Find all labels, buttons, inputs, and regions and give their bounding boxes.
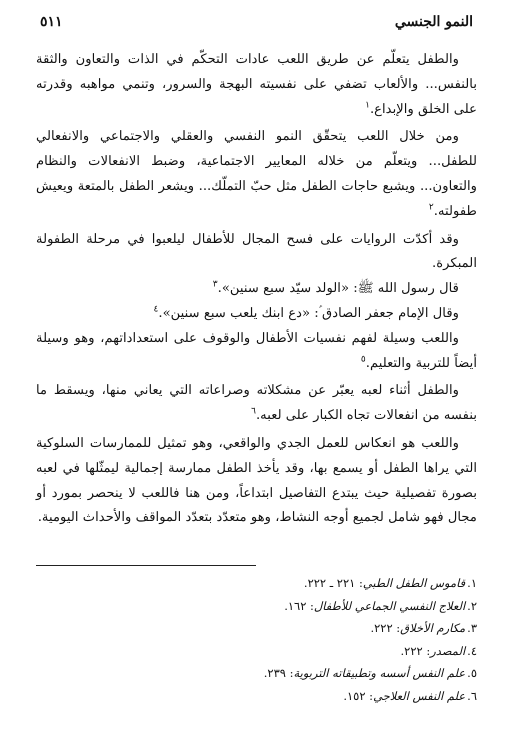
paragraph: واللعب وسيلة لفهم نفسيات الأطفال والوقوف على استعداداتهم، وهو وسيلة أيضاً للتربية والتعليم.$^٥$: [36, 330, 477, 371]
page-header: [40, 14, 473, 36]
quote-line: وقال الإمام جعفر الصادق ؑ: «دع ابنك يلعب سبع سنين».$^٤$: [153, 304, 459, 321]
paragraph: والطفل أثناء لعبه يعبّر عن مشكلاته وصراعاته التي يعاني منها، ويسقط ما بنفسه من انفعالات تجاه الكبار على لعبه.$^٦$: [36, 383, 477, 424]
footnote: ٢.العلاج النفسي الجماعي للأطفال: ١٦٢.: [284, 598, 477, 613]
quote-line: قال رسول الله ﷺ: «الولد سيّد سبع سنين».$^٣$: [212, 279, 459, 297]
footnote: ٥.علم النفس أسسه وتطبيقاته التربوية: ٢٣٩.: [263, 666, 477, 680]
footnote-reference: ٢: [428, 202, 434, 213]
running-title: النمو الجنسي: [394, 14, 473, 30]
footnote-reference: ٣: [212, 279, 218, 290]
footnote-reference: ٤: [153, 304, 159, 315]
footnote: ١.قاموس الطفل الطبي: ٢٢١ ـ ٢٢٢.: [303, 576, 477, 590]
footnote-reference: ٦: [251, 406, 256, 417]
body-text: [36, 48, 477, 534]
footnote: ٦.علم النفس العلاجي: ١٥٢.: [343, 688, 477, 703]
footnotes: [36, 572, 477, 707]
footnote: ٤.المصدر: ٢٢٢.: [400, 643, 477, 658]
paragraph: ومن خلال اللعب يتحقّق النمو النفسي والعقلي والاجتماعي والانفعالي للطفل... ويتعلّم من خلاله المعايير الاجتماعية، وضبط الانفعالات والنظام والتعاون... ويشبع حاجات الطفل مثل حبّ التملّك... ويشعر الطفل بالمتعة ويعيش طفولته.$^٢$: [36, 129, 477, 219]
footnote-reference: ١: [365, 100, 370, 111]
footnote-reference: ٥: [360, 354, 366, 365]
paragraph: وقد أكدّت الروايات على فسح المجال للأطفال ليلعبوا في مرحلة الطفولة المبكرة.: [36, 231, 477, 272]
footnote-divider: [36, 565, 256, 566]
page-number: ٥١١: [40, 14, 63, 30]
paragraph: والطفل يتعلّم عن طريق اللعب عادات التحكّم في الذات والتعاون والثقة بالنفس... والألعاب تضفي على نفسيته البهجة والسرور، وتنمي مواهبه وقدرته على الخلق والإبداع.$^١$: [36, 52, 477, 117]
paragraph: واللعب هو انعكاس للعمل الجدي والواقعي، وهو تمثيل للممارسات السلوكية التي يراها الطفل أو يسمع بها، وقد يأخذ الطفل ممارسة إجمالية ليمثّلها في لعبه بصورة تفصيلية حيث يبتدع التفاصيل ابتداعاً، ومن هنا فاللعب لا ينحصر بمورد أو مجال فهو شامل لجميع أوجه النشاط، وهو متعدّد بتعدّد المواقف والأحداث اليومية.: [36, 435, 477, 526]
footnote: ٣.مكارم الأخلاق: ٢٢٢.: [370, 621, 477, 635]
